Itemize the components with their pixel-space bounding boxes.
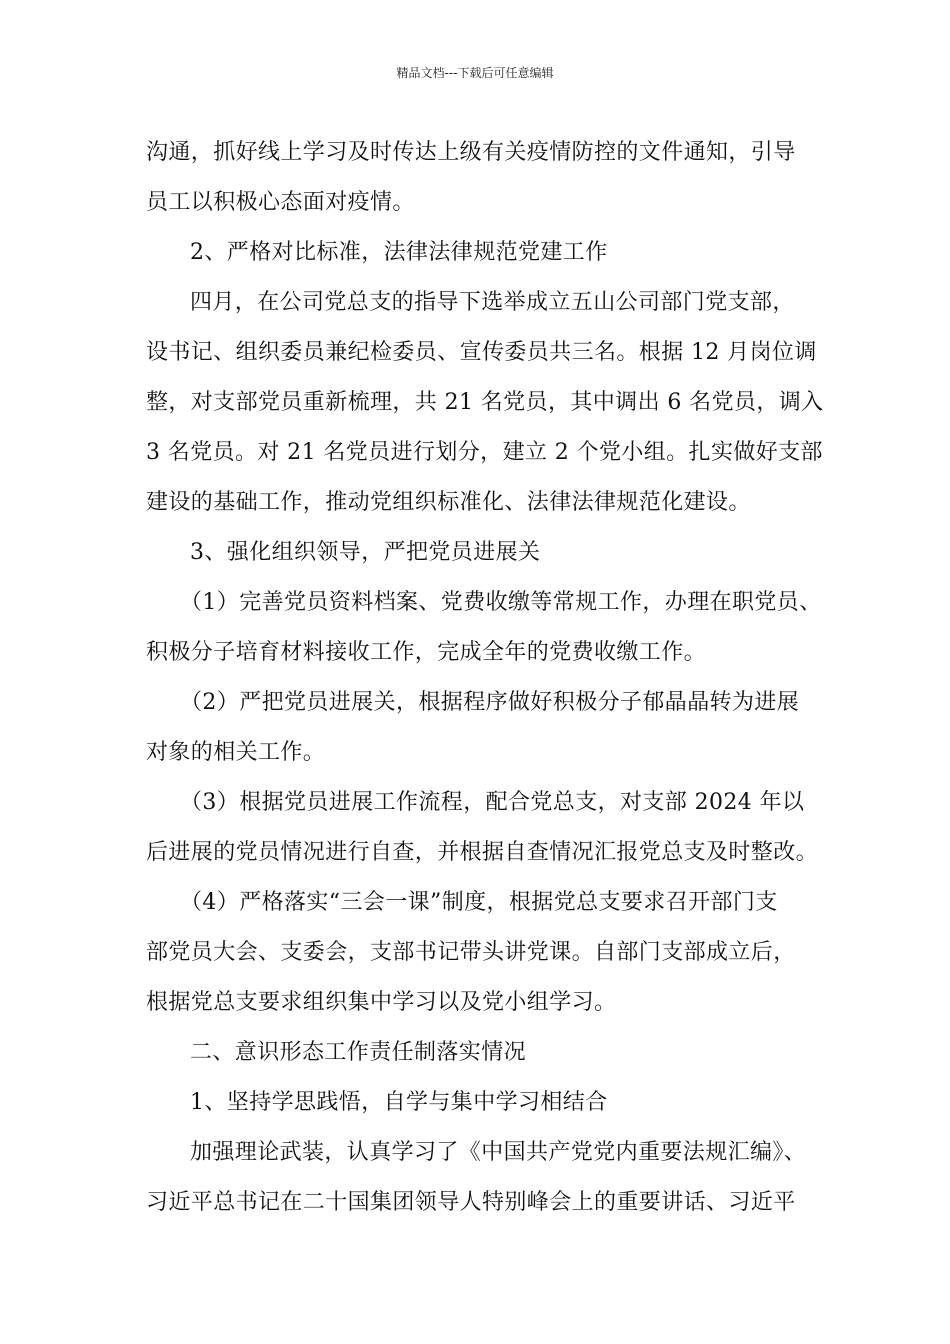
text-line: 加强理论武装，认真学习了《中国共产党党内重要法规汇编》、 xyxy=(190,1140,807,1165)
text-line: 沟通，抓好线上学习及时传达上级有关疫情防控的文件通知，引导 xyxy=(146,140,796,165)
section-heading: 2、严格对比标准，法律法律规范党建工作 xyxy=(190,240,608,265)
text-line: （2）严把党员进展关，根据程序做好积极分子郁晶晶转为进展 xyxy=(180,690,800,715)
text-line: 3 名党员。对 21 名党员进行划分，建立 2 个党小组。扎实做好支部 xyxy=(146,440,823,465)
text-line: 积极分子培育材料接收工作，完成全年的党费收缴工作。 xyxy=(146,640,707,665)
text-line: （3）根据党员进展工作流程，配合党总支，对支部 2024 年以 xyxy=(180,790,805,815)
section-heading: 二、意识形态工作责任制落实情况 xyxy=(190,1040,527,1065)
text-line: 设书记、组织委员兼纪检委员、宣传委员共三名。根据 12 月岗位调 xyxy=(146,340,817,365)
text-line: 后进展的党员情况进行自查，并根据自查情况汇报党总支及时整改。 xyxy=(146,840,819,865)
text-line: 建设的基础工作，推动党组织标准化、法律法律规范化建设。 xyxy=(146,490,751,515)
text-line: 员工以积极心态面对疫情。 xyxy=(146,190,415,215)
document-body xyxy=(146,128,824,1228)
section-heading: 3、强化组织领导，严把党员进展关 xyxy=(190,540,541,565)
page-header: 精品文档---下载后可任意编辑 xyxy=(396,66,554,80)
text-line: （4）严格落实“三会一课”制度，根据党总支要求召开部门支 xyxy=(180,890,778,915)
text-line: 四月，在公司党总支的指导下选举成立五山公司部门党支部， xyxy=(190,290,795,315)
section-heading: 1、坚持学思践悟，自学与集中学习相结合 xyxy=(190,1090,608,1115)
text-line: 部党员大会、支委会，支部书记带头讲党课。自部门支部成立后， xyxy=(146,940,796,965)
text-line: 整，对支部党员重新梳理，共 21 名党员，其中调出 6 名党员，调入 xyxy=(146,390,824,415)
text-line: 根据党总支要求组织集中学习以及党小组学习。 xyxy=(146,990,617,1015)
text-line: （1）完善党员资料档案、党费收缴等常规工作，办理在职党员、 xyxy=(180,590,822,615)
text-line: 对象的相关工作。 xyxy=(146,740,326,765)
text-line: 习近平总书记在二十国集团领导人特别峰会上的重要讲话、习近平 xyxy=(146,1190,796,1215)
